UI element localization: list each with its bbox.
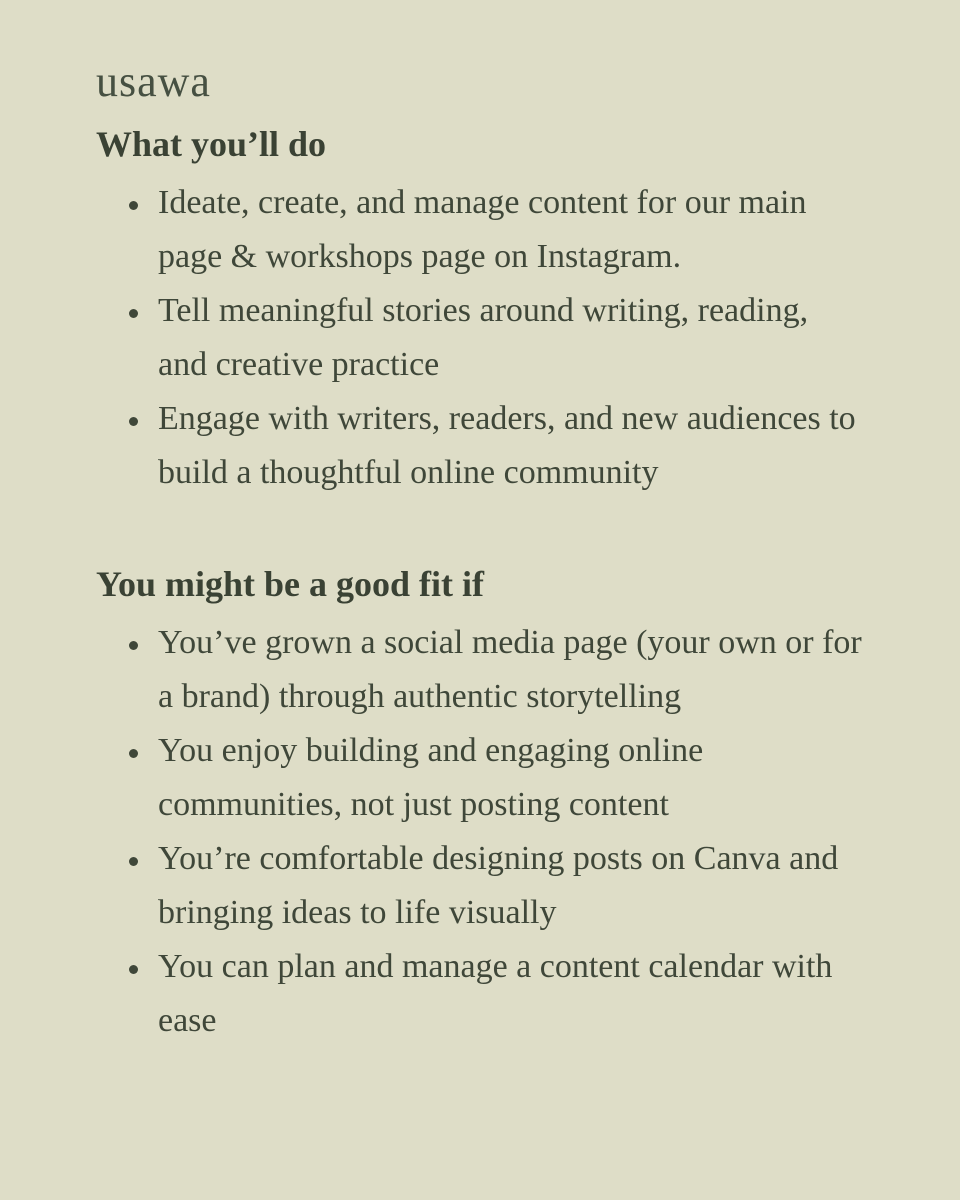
bullet-icon [129, 417, 138, 426]
list-item-text: You’ve grown a social media page (your own or for a brand) through authentic storytelling [158, 624, 862, 715]
bullet-icon [129, 749, 138, 758]
brand-logo-text: usawa [96, 57, 211, 106]
list-item-text: You’re comfortable designing posts on Canva and bringing ideas to life visually [158, 840, 839, 931]
responsibilities-section [96, 124, 864, 500]
list-item [158, 176, 864, 284]
bullet-icon [129, 309, 138, 318]
list-item [158, 940, 864, 1048]
list-item-text: You enjoy building and engaging online communities, not just posting content [158, 732, 704, 823]
bullet-icon [129, 641, 138, 650]
section-spacer [96, 500, 864, 564]
list-item-text: Tell meaningful stories around writing, reading, and creative practice [158, 292, 809, 383]
fit-section [96, 564, 864, 1048]
list-item-text: Engage with writers, readers, and new audiences to build a thoughtful online community [158, 400, 856, 491]
bullet-icon [129, 201, 138, 210]
list-item [158, 392, 864, 500]
responsibilities-heading: What you’ll do [96, 124, 327, 164]
fit-heading: You might be a good fit if [96, 564, 485, 604]
list-item [158, 284, 864, 392]
list-item [158, 724, 864, 832]
list-item [158, 616, 864, 724]
bullet-icon [129, 965, 138, 974]
fit-list [96, 616, 864, 1048]
list-item-text: You can plan and manage a content calendar with ease [158, 948, 833, 1039]
list-item-text: Ideate, create, and manage content for our main page & workshops page on Instagram. [158, 184, 807, 275]
responsibilities-list [96, 176, 864, 500]
list-item [158, 832, 864, 940]
bullet-icon [129, 857, 138, 866]
